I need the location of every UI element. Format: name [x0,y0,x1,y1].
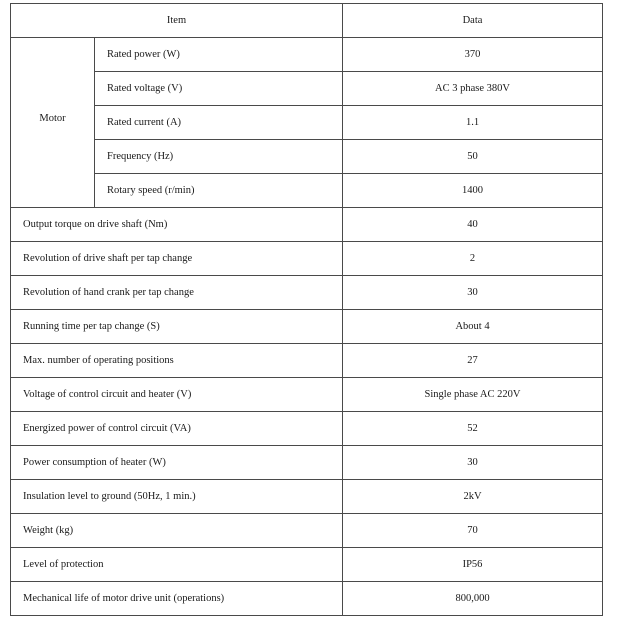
row-value: 370 [343,38,603,72]
motor-group-label: Motor [11,38,95,208]
row-item: Voltage of control circuit and heater (V) [11,378,343,412]
row-item: Running time per tap change (S) [11,310,343,344]
table-row [11,140,603,174]
row-value: 27 [343,344,603,378]
row-item: Revolution of hand crank per tap change [11,276,343,310]
table-row [11,276,603,310]
row-item: Power consumption of heater (W) [11,446,343,480]
table-row [11,174,603,208]
row-value: AC 3 phase 380V [343,72,603,106]
spec-table [10,3,603,616]
table-row [11,106,603,140]
header-data: Data [343,4,603,38]
table-row [11,480,603,514]
row-value: IP56 [343,548,603,582]
row-item: Mechanical life of motor drive unit (operations) [11,582,343,616]
table-row [11,38,603,72]
table-row [11,344,603,378]
table-row [11,208,603,242]
row-item: Revolution of drive shaft per tap change [11,242,343,276]
row-value: 1400 [343,174,603,208]
row-item: Rated voltage (V) [95,72,343,106]
row-value: 30 [343,276,603,310]
table-row [11,582,603,616]
row-item: Insulation level to ground (50Hz, 1 min.) [11,480,343,514]
row-item: Weight (kg) [11,514,343,548]
row-value: 40 [343,208,603,242]
table-row [11,310,603,344]
table-row [11,548,603,582]
table-row [11,412,603,446]
table-row [11,446,603,480]
row-item: Rated power (W) [95,38,343,72]
row-value: 800,000 [343,582,603,616]
row-item: Frequency (Hz) [95,140,343,174]
row-item: Level of protection [11,548,343,582]
row-value: 2 [343,242,603,276]
table-row [11,514,603,548]
row-item: Rotary speed (r/min) [95,174,343,208]
row-item: Rated current (A) [95,106,343,140]
table-row [11,242,603,276]
row-value: Single phase AC 220V [343,378,603,412]
table-row [11,72,603,106]
header-row [11,4,603,38]
header-item: Item [11,4,343,38]
row-value: 50 [343,140,603,174]
row-item: Max. number of operating positions [11,344,343,378]
row-value: 52 [343,412,603,446]
row-value: 70 [343,514,603,548]
row-value: 30 [343,446,603,480]
row-value: 1.1 [343,106,603,140]
row-item: Energized power of control circuit (VA) [11,412,343,446]
table-row [11,378,603,412]
row-item: Output torque on drive shaft (Nm) [11,208,343,242]
row-value: About 4 [343,310,603,344]
row-value: 2kV [343,480,603,514]
